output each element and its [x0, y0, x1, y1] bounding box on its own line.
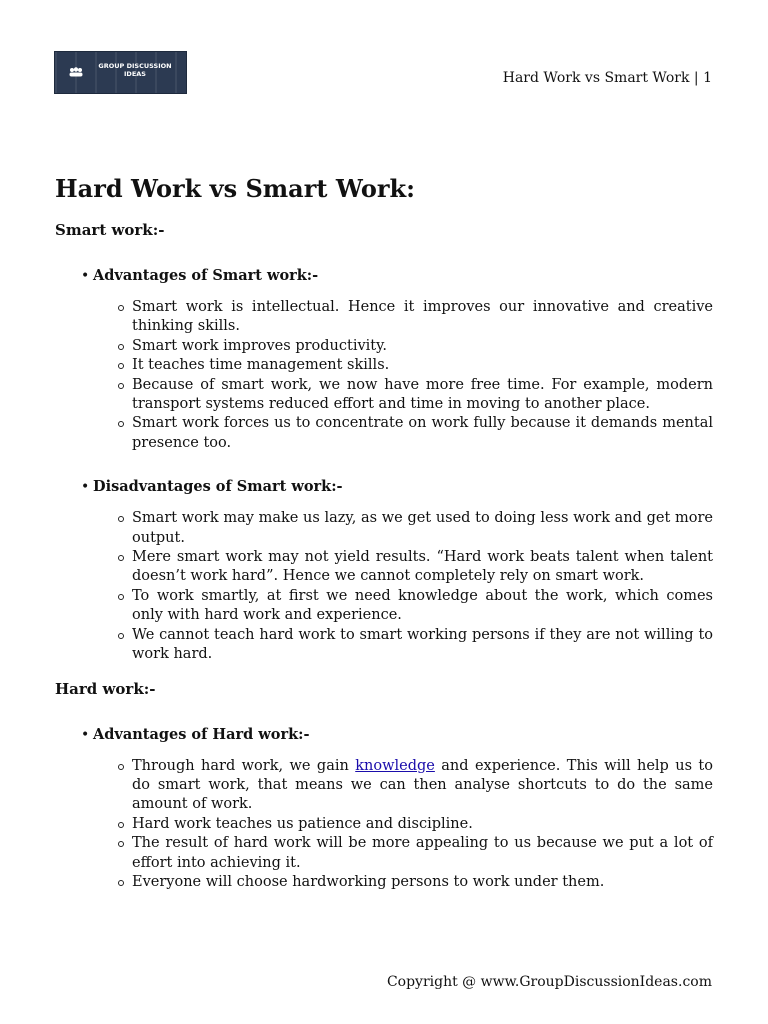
- logo-line-2: IDEAS: [124, 70, 146, 78]
- list-item: [55, 834, 713, 873]
- group-label: Advantages of Hard work:-: [93, 725, 310, 743]
- advantages-hard-work-list: [93, 757, 713, 893]
- list-item: [55, 587, 713, 626]
- document-body: [55, 172, 713, 892]
- group-advantages-smart-work: [55, 264, 713, 453]
- list-item-text: Because of smart work, we now have more free time. For example, modern transport systems reduced effort and time in moving to another place.: [132, 376, 713, 413]
- list-item: [55, 356, 713, 375]
- list-item-text: Smart work may make us lazy, as we get used to doing less work and get more output.: [132, 510, 713, 546]
- site-logo[interactable]: [54, 51, 187, 94]
- circle-bullet-icon: [118, 822, 124, 828]
- people-icon: [69, 67, 83, 77]
- advantages-smart-work-list: [93, 298, 713, 453]
- list-item: [55, 815, 713, 834]
- list-item-text: To work smartly, at first we need knowledge about the work, which comes only with hard work and experience.: [132, 587, 713, 624]
- list-item-text-before-link: Through hard work, we gain: [132, 757, 356, 774]
- smart-work-groups: [55, 264, 713, 665]
- group-label: Disadvantages of Smart work:-: [93, 478, 343, 496]
- section-heading-smart-work: Smart work:-: [55, 221, 165, 239]
- hard-work-groups: [55, 723, 713, 893]
- circle-bullet-icon: [118, 344, 124, 350]
- bullet-icon: •: [81, 479, 90, 496]
- logo-line-1: GROUP DISCUSSION: [98, 62, 172, 70]
- circle-bullet-icon: [118, 383, 124, 389]
- list-item: [55, 376, 713, 415]
- group-advantages-hard-work: [55, 723, 713, 893]
- circle-bullet-icon: [118, 555, 124, 561]
- list-item-text: Everyone will choose hardworking persons to work under them.: [132, 873, 605, 890]
- list-item-text: Hard work teaches us patience and discipline.: [132, 815, 473, 832]
- group-disadvantages-smart-work: [55, 475, 713, 664]
- page-header-title: Hard Work vs Smart Work | 1: [502, 70, 712, 86]
- list-item: [55, 509, 713, 548]
- list-item-text: It teaches time management skills.: [132, 357, 390, 374]
- circle-bullet-icon: [118, 421, 124, 427]
- list-item: [55, 414, 713, 453]
- list-item-text-after-link: and experience. This will help us to do smart work, that means we can then analyse shortcuts to do the same amount of work.: [132, 757, 713, 813]
- bullet-icon: •: [81, 268, 90, 284]
- circle-bullet-icon: [118, 633, 124, 639]
- list-item-text: Mere smart work may not yield results. “Hard work beats talent when talent doesn’t work hard”. Hence we cannot completely rely on smart work.: [132, 549, 713, 585]
- list-item-text: Smart work is intellectual. Hence it improves our innovative and creative thinking skills.: [132, 299, 713, 335]
- list-item-text: Smart work forces us to concentrate on work fully because it demands mental presence too.: [132, 415, 713, 451]
- circle-bullet-icon: [118, 516, 124, 522]
- section-heading-hard-work: Hard work:-: [55, 679, 156, 698]
- circle-bullet-icon: [118, 363, 124, 369]
- list-item-text: The result of hard work will be more appealing to us because we put a lot of effort into achieving it.: [132, 835, 713, 871]
- list-item-text: We cannot teach hard work to smart working persons if they are not willing to work hard.: [132, 626, 713, 663]
- list-item-text: Smart work improves productivity.: [132, 337, 387, 354]
- list-item: [55, 548, 713, 587]
- circle-bullet-icon: [118, 764, 124, 770]
- bullet-icon: •: [81, 726, 90, 743]
- circle-bullet-icon: [118, 880, 124, 886]
- disadvantages-smart-work-list: [93, 509, 713, 664]
- group-label: Advantages of Smart work:-: [93, 267, 319, 284]
- list-item: [55, 873, 713, 892]
- circle-bullet-icon: [118, 305, 124, 311]
- list-item: [55, 298, 713, 337]
- list-item: [55, 626, 713, 665]
- circle-bullet-icon: [118, 594, 124, 600]
- copyright-footer: Copyright @ www.GroupDiscussionIdeas.com: [386, 974, 712, 990]
- logo-text: [85, 62, 185, 78]
- knowledge-link[interactable]: knowledge: [355, 757, 435, 774]
- document-title: Hard Work vs Smart Work:: [55, 174, 415, 203]
- circle-bullet-icon: [118, 841, 124, 847]
- list-item: [55, 757, 713, 815]
- list-item: [55, 337, 713, 356]
